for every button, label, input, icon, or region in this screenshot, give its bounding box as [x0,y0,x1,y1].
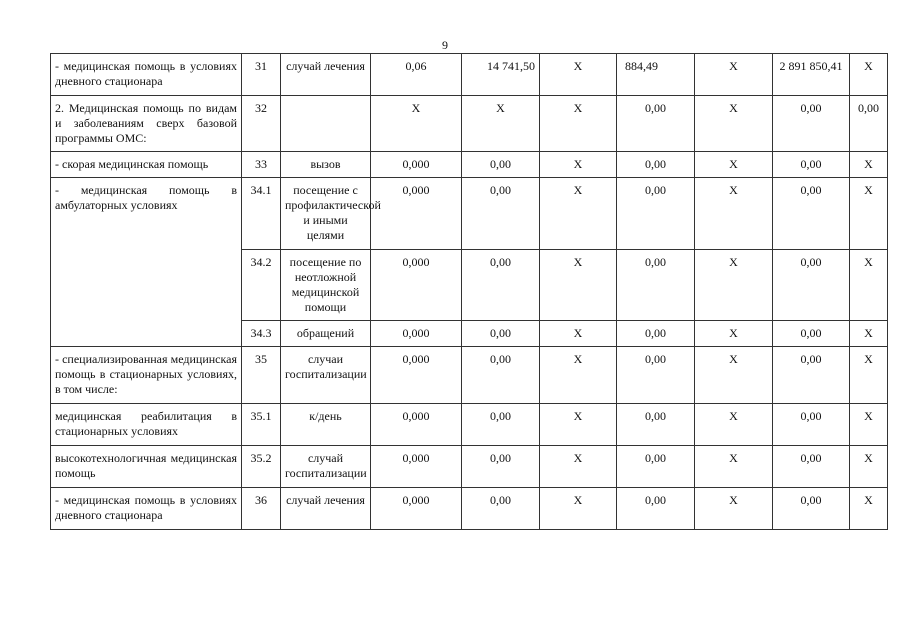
table-row [51,96,888,152]
value-cell: 0,00 [773,152,850,178]
value-cell: X [850,321,888,347]
value-cell: X [695,250,773,321]
value-cell: X [695,488,773,530]
value-cell: X [540,446,617,488]
value-cell: X [540,178,617,250]
value-cell: 0,00 [773,488,850,530]
value-cell: X [540,321,617,347]
value-cell: X [540,250,617,321]
row-unit-cell [281,96,371,152]
value-cell: 0,00 [773,96,850,152]
table-row [51,347,888,404]
value-cell: X [540,96,617,152]
value-cell: 2 891 850,41 [773,54,850,96]
value-cell: 0,00 [462,178,540,250]
table-row [51,404,888,446]
value-cell: X [695,152,773,178]
row-code-cell: 32 [242,96,281,152]
value-cell: X [850,488,888,530]
value-cell: 0,000 [371,347,462,404]
row-unit-cell: случай лечения [281,54,371,96]
value-cell: 0,000 [371,488,462,530]
value-cell: 0,00 [773,321,850,347]
row-code-cell: 34.1 [242,178,281,250]
row-unit-cell: посещение по неотложной медицинской помощи [281,250,371,321]
value-cell: 0,00 [850,96,888,152]
row-code-cell: 34.3 [242,321,281,347]
table-row [51,54,888,96]
value-cell: X [540,152,617,178]
value-cell: X [540,488,617,530]
row-code-cell: 36 [242,488,281,530]
row-unit-cell: случаи госпитализации [281,347,371,404]
value-cell: X [540,347,617,404]
value-cell: X [540,54,617,96]
value-cell: X [695,178,773,250]
value-cell: 0,00 [462,347,540,404]
value-cell: 0,00 [462,152,540,178]
value-cell: 0,00 [462,250,540,321]
value-cell: 884,49 [617,54,695,96]
row-code-cell: 35.1 [242,404,281,446]
value-cell: 0,00 [773,404,850,446]
value-cell: 0,000 [371,321,462,347]
value-cell: X [850,54,888,96]
value-cell: X [850,152,888,178]
value-cell: 0,00 [617,488,695,530]
value-cell: 0,00 [462,488,540,530]
row-code-cell: 31 [242,54,281,96]
value-cell: 0,00 [462,446,540,488]
row-name-cell: высокотехнологичная медицинская помощь [51,446,242,488]
row-code-cell: 34.2 [242,250,281,321]
value-cell: 14 741,50 [462,54,540,96]
value-cell: X [371,96,462,152]
value-cell: 0,000 [371,446,462,488]
value-cell: 0,00 [462,404,540,446]
value-cell: 0,00 [617,321,695,347]
value-cell: 0,00 [773,178,850,250]
value-cell: X [850,446,888,488]
row-unit-cell: вызов [281,152,371,178]
value-cell: X [462,96,540,152]
value-cell: X [850,250,888,321]
row-name-cell: 2. Медицинская помощь по видам и заболеваниям сверх базовой программы ОМС: [51,96,242,152]
value-cell: X [850,178,888,250]
value-cell: 0,00 [617,152,695,178]
value-cell: 0,00 [617,250,695,321]
row-name-cell: - медицинская помощь в амбулаторных условиях [51,178,242,347]
value-cell: 0,00 [773,347,850,404]
row-unit-cell: случай госпитализации [281,446,371,488]
value-cell: 0,00 [617,347,695,404]
value-cell: 0,00 [773,446,850,488]
row-unit-cell: обращений [281,321,371,347]
row-code-cell: 35 [242,347,281,404]
value-cell: 0,00 [617,404,695,446]
table-row [51,446,888,488]
row-code-cell: 35.2 [242,446,281,488]
page-number: 9 [442,38,448,52]
value-cell: X [695,321,773,347]
row-unit-cell: к/день [281,404,371,446]
value-cell: 0,000 [371,152,462,178]
table-row [51,488,888,530]
value-cell: 0,00 [773,250,850,321]
row-code-cell: 33 [242,152,281,178]
row-name-cell: - скорая медицинская помощь [51,152,242,178]
value-cell: 0,00 [462,321,540,347]
row-name-cell: - медицинская помощь в условиях дневного стационара [51,488,242,530]
value-cell: 0,000 [371,250,462,321]
value-cell: X [850,404,888,446]
value-cell: X [695,96,773,152]
row-name-cell: - медицинская помощь в условиях дневного стационара [51,54,242,96]
value-cell: X [695,446,773,488]
value-cell: X [695,404,773,446]
row-name-cell: - специализированная медицинская помощь в стационарных условиях, в том числе: [51,347,242,404]
value-cell: 0,06 [371,54,462,96]
value-cell: 0,000 [371,178,462,250]
value-cell: 0,00 [617,178,695,250]
row-unit-cell: посещение с профилактической и иными целями [281,178,371,250]
row-name-cell: медицинская реабилитация в стационарных условиях [51,404,242,446]
value-cell: X [850,347,888,404]
table-row [51,178,888,250]
value-cell: 0,000 [371,404,462,446]
row-unit-cell: случай лечения [281,488,371,530]
value-cell: X [695,54,773,96]
value-cell: 0,00 [617,96,695,152]
value-cell: 0,00 [617,446,695,488]
data-table [50,53,888,530]
value-cell: X [695,347,773,404]
value-cell: X [540,404,617,446]
table-row [51,152,888,178]
